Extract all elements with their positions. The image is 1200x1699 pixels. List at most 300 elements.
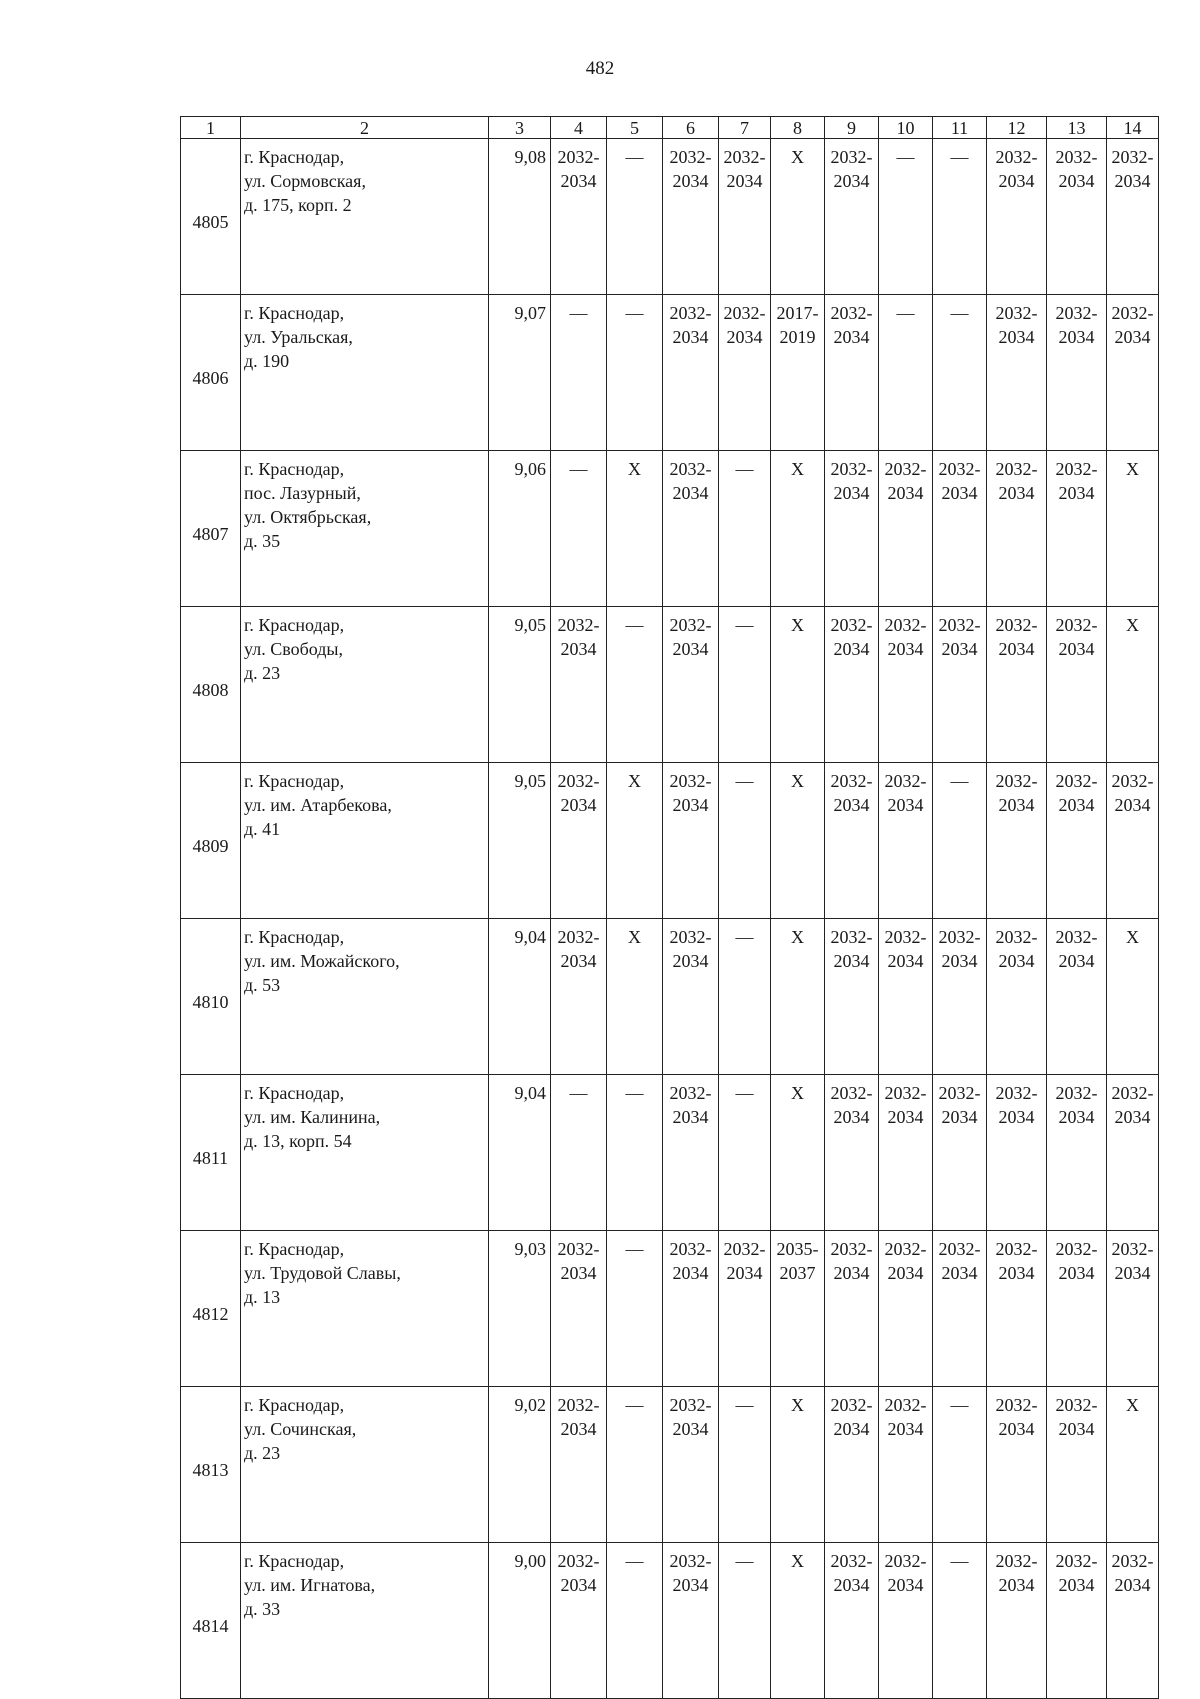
area-value: 9,08 (489, 139, 551, 295)
work-period-cell (1107, 607, 1159, 763)
work-period-value: — (625, 303, 644, 323)
work-period-value: 2032- 2034 (1111, 771, 1154, 815)
table-row (181, 1387, 1159, 1543)
column-number-2: 2 (241, 117, 489, 139)
work-period-value: 2017- 2019 (776, 303, 819, 347)
work-period-value: Х (628, 927, 641, 947)
work-period-cell (825, 763, 879, 919)
work-period-value: 2032- 2034 (995, 771, 1038, 815)
column-number-13: 13 (1047, 117, 1107, 139)
work-period-value: 2032- 2034 (884, 459, 927, 503)
work-period-cell (1107, 295, 1159, 451)
work-period-cell (933, 1387, 987, 1543)
work-period-value: 2032- 2034 (723, 303, 766, 347)
work-period-value: 2032- 2034 (830, 459, 873, 503)
work-period-cell (771, 919, 825, 1075)
address-line: д. 190 (244, 351, 290, 371)
work-period-value: 2032- 2034 (669, 927, 712, 971)
column-number-1: 1 (181, 117, 241, 139)
work-period-value: — (625, 615, 644, 635)
column-number-10: 10 (879, 117, 933, 139)
work-period-value: 2032- 2034 (1055, 615, 1098, 659)
column-number-4: 4 (551, 117, 607, 139)
work-period-cell (607, 451, 663, 607)
address-line: д. 13 (244, 1287, 281, 1307)
work-period-cell (879, 919, 933, 1075)
work-period-value: Х (791, 615, 804, 635)
work-period-cell (1047, 763, 1107, 919)
work-period-value: Х (791, 147, 804, 167)
work-period-cell (987, 295, 1047, 451)
work-period-value: 2032- 2034 (995, 927, 1038, 971)
work-period-cell (825, 451, 879, 607)
work-period-value: 2032- 2034 (995, 303, 1038, 347)
work-period-value: Х (791, 771, 804, 791)
table-row (181, 139, 1159, 295)
area-value: 9,05 (489, 607, 551, 763)
work-period-value: — (569, 1083, 588, 1103)
work-period-value: — (735, 1083, 754, 1103)
row-number: 4809 (181, 763, 241, 919)
work-period-cell (825, 1231, 879, 1387)
work-period-value: 2032- 2034 (995, 1083, 1038, 1127)
work-period-cell (1047, 1387, 1107, 1543)
work-period-value: 2032- 2034 (557, 147, 600, 191)
address-line: ул. Октябрьская, (244, 507, 372, 527)
work-period-value: 2032- 2034 (1111, 1551, 1154, 1595)
work-period-cell (879, 607, 933, 763)
work-period-value: 2032- 2034 (1055, 459, 1098, 503)
work-period-cell (987, 1387, 1047, 1543)
work-period-value: — (950, 1395, 969, 1415)
work-period-value: 2032- 2034 (884, 1239, 927, 1283)
work-period-cell (771, 1075, 825, 1231)
address-cell (241, 295, 489, 451)
work-period-value: — (735, 771, 754, 791)
address-line: ул. Уральская, (244, 327, 353, 347)
address-line: г. Краснодар, (244, 615, 345, 635)
work-period-value: 2032- 2034 (669, 615, 712, 659)
work-period-value: 2032- 2034 (669, 1551, 712, 1595)
address-line: ул. им. Можайского, (244, 951, 400, 971)
work-period-value: Х (791, 1551, 804, 1571)
work-period-cell (1107, 1231, 1159, 1387)
work-period-cell (825, 295, 879, 451)
work-period-cell (719, 1231, 771, 1387)
table-row (181, 1543, 1159, 1699)
work-period-value: 2032- 2034 (884, 615, 927, 659)
work-period-value: Х (1126, 927, 1139, 947)
work-period-cell (879, 1387, 933, 1543)
work-period-cell (663, 1387, 719, 1543)
work-period-cell (771, 451, 825, 607)
address-line: г. Краснодар, (244, 1395, 345, 1415)
work-period-cell (879, 1075, 933, 1231)
work-period-value: 2032- 2034 (1055, 147, 1098, 191)
address-line: д. 175, корп. 2 (244, 195, 352, 215)
address-line: г. Краснодар, (244, 1551, 345, 1571)
work-period-cell (1047, 1543, 1107, 1699)
work-period-value: 2032- 2034 (884, 1083, 927, 1127)
work-period-value: — (569, 459, 588, 479)
work-period-cell (1047, 607, 1107, 763)
work-period-cell (663, 919, 719, 1075)
work-period-value: 2032- 2034 (1111, 1239, 1154, 1283)
work-period-cell (607, 607, 663, 763)
work-period-cell (719, 763, 771, 919)
work-period-value: 2032- 2034 (938, 927, 981, 971)
row-number: 4812 (181, 1231, 241, 1387)
work-period-cell (987, 139, 1047, 295)
work-period-cell (879, 1543, 933, 1699)
address-line: ул. Свободы, (244, 639, 343, 659)
address-line: ул. им. Игнатова, (244, 1575, 376, 1595)
work-period-value: 2035- 2037 (776, 1239, 819, 1283)
work-period-cell (663, 139, 719, 295)
column-number-14: 14 (1107, 117, 1159, 139)
work-period-value: 2032- 2034 (995, 147, 1038, 191)
work-period-value: 2032- 2034 (938, 1239, 981, 1283)
row-number: 4811 (181, 1075, 241, 1231)
work-period-value: 2032- 2034 (1055, 1395, 1098, 1439)
work-period-value: 2032- 2034 (669, 1239, 712, 1283)
work-period-cell (551, 451, 607, 607)
work-period-value: 2032- 2034 (830, 1395, 873, 1439)
work-period-value: — (896, 303, 915, 323)
address-line: д. 23 (244, 663, 281, 683)
work-period-value: 2032- 2034 (830, 147, 873, 191)
work-period-cell (933, 763, 987, 919)
work-period-cell (879, 1231, 933, 1387)
work-period-value: 2032- 2034 (1055, 1239, 1098, 1283)
area-value: 9,02 (489, 1387, 551, 1543)
register-table (180, 116, 1159, 1699)
work-period-value: 2032- 2034 (669, 303, 712, 347)
address-cell (241, 763, 489, 919)
work-period-value: 2032- 2034 (1111, 303, 1154, 347)
work-period-cell (663, 295, 719, 451)
area-value: 9,03 (489, 1231, 551, 1387)
table-row (181, 1075, 1159, 1231)
work-period-cell (607, 763, 663, 919)
work-period-cell (825, 1075, 879, 1231)
address-line: г. Краснодар, (244, 459, 345, 479)
work-period-cell (607, 1543, 663, 1699)
work-period-value: — (735, 1551, 754, 1571)
work-period-value: — (569, 303, 588, 323)
work-period-cell (1047, 139, 1107, 295)
work-period-cell (825, 1543, 879, 1699)
area-value: 9,07 (489, 295, 551, 451)
work-period-cell (663, 1075, 719, 1231)
work-period-cell (551, 139, 607, 295)
work-period-value: 2032- 2034 (1055, 927, 1098, 971)
work-period-cell (933, 919, 987, 1075)
work-period-value: — (950, 771, 969, 791)
work-period-value: — (625, 1083, 644, 1103)
work-period-cell (771, 607, 825, 763)
address-cell (241, 1543, 489, 1699)
work-period-cell (719, 919, 771, 1075)
work-period-cell (1107, 763, 1159, 919)
work-period-cell (551, 607, 607, 763)
column-number-9: 9 (825, 117, 879, 139)
work-period-cell (551, 1387, 607, 1543)
area-value: 9,00 (489, 1543, 551, 1699)
work-period-cell (607, 919, 663, 1075)
row-number: 4807 (181, 451, 241, 607)
work-period-cell (1047, 295, 1107, 451)
work-period-value: Х (628, 771, 641, 791)
address-line: ул. им. Калинина, (244, 1107, 381, 1127)
work-period-value: 2032- 2034 (557, 927, 600, 971)
work-period-cell (551, 295, 607, 451)
address-cell (241, 1387, 489, 1543)
work-period-cell (933, 1075, 987, 1231)
work-period-cell (607, 1387, 663, 1543)
work-period-value: 2032- 2034 (995, 459, 1038, 503)
work-period-value: 2032- 2034 (830, 303, 873, 347)
work-period-value: Х (791, 927, 804, 947)
work-period-cell (1047, 1231, 1107, 1387)
work-period-value: 2032- 2034 (938, 615, 981, 659)
work-period-value: 2032- 2034 (557, 615, 600, 659)
address-line: д. 23 (244, 1443, 281, 1463)
work-period-value: — (625, 147, 644, 167)
work-period-cell (551, 763, 607, 919)
address-cell (241, 919, 489, 1075)
work-period-value: — (735, 1395, 754, 1415)
work-period-value: 2032- 2034 (830, 1083, 873, 1127)
work-period-value: 2032- 2034 (995, 1395, 1038, 1439)
row-number: 4814 (181, 1543, 241, 1699)
work-period-value: 2032- 2034 (723, 1239, 766, 1283)
row-number: 4806 (181, 295, 241, 451)
work-period-value: 2032- 2034 (995, 615, 1038, 659)
work-period-cell (771, 295, 825, 451)
work-period-value: 2032- 2034 (669, 147, 712, 191)
column-number-7: 7 (719, 117, 771, 139)
address-line: г. Краснодар, (244, 771, 345, 791)
work-period-value: — (950, 1551, 969, 1571)
row-number: 4808 (181, 607, 241, 763)
table-row (181, 451, 1159, 607)
work-period-value: 2032- 2034 (1111, 1083, 1154, 1127)
area-value: 9,04 (489, 919, 551, 1075)
work-period-cell (1047, 1075, 1107, 1231)
work-period-value: — (625, 1395, 644, 1415)
work-period-value: 2032- 2034 (830, 615, 873, 659)
work-period-cell (987, 1231, 1047, 1387)
work-period-cell (933, 451, 987, 607)
work-period-cell (879, 763, 933, 919)
address-line: г. Краснодар, (244, 1083, 345, 1103)
work-period-cell (719, 139, 771, 295)
address-line: д. 33 (244, 1599, 281, 1619)
column-number-5: 5 (607, 117, 663, 139)
work-period-value: 2032- 2034 (884, 1395, 927, 1439)
work-period-value: 2032- 2034 (995, 1551, 1038, 1595)
work-period-cell (719, 1387, 771, 1543)
table-row (181, 295, 1159, 451)
address-line: д. 35 (244, 531, 281, 551)
work-period-value: 2032- 2034 (557, 1239, 600, 1283)
table-row (181, 763, 1159, 919)
work-period-cell (719, 607, 771, 763)
work-period-value: — (735, 459, 754, 479)
work-period-value: 2032- 2034 (557, 1551, 600, 1595)
work-period-value: — (735, 927, 754, 947)
work-period-cell (879, 295, 933, 451)
work-period-cell (607, 1075, 663, 1231)
address-line: г. Краснодар, (244, 147, 345, 167)
work-period-value: Х (791, 1083, 804, 1103)
table-body (181, 117, 1159, 1699)
work-period-value: 2032- 2034 (1055, 1551, 1098, 1595)
work-period-value: 2032- 2034 (830, 771, 873, 815)
work-period-cell (987, 1543, 1047, 1699)
address-line: д. 41 (244, 819, 281, 839)
work-period-value: 2032- 2034 (995, 1239, 1038, 1283)
work-period-value: 2032- 2034 (669, 1395, 712, 1439)
work-period-cell (607, 295, 663, 451)
work-period-cell (825, 607, 879, 763)
work-period-value: Х (791, 459, 804, 479)
work-period-cell (933, 295, 987, 451)
area-value: 9,04 (489, 1075, 551, 1231)
work-period-cell (825, 139, 879, 295)
address-line: ул. Сочинская, (244, 1419, 357, 1439)
work-period-cell (607, 139, 663, 295)
work-period-value: 2032- 2034 (938, 1083, 981, 1127)
work-period-cell (1047, 451, 1107, 607)
address-line: пос. Лазурный, (244, 483, 361, 503)
address-cell (241, 1231, 489, 1387)
address-cell (241, 607, 489, 763)
column-number-12: 12 (987, 117, 1047, 139)
work-period-value: — (896, 147, 915, 167)
work-period-value: 2032- 2034 (830, 1239, 873, 1283)
work-period-value: Х (1126, 615, 1139, 635)
area-value: 9,05 (489, 763, 551, 919)
work-period-cell (1047, 919, 1107, 1075)
table-row (181, 919, 1159, 1075)
work-period-value: 2032- 2034 (723, 147, 766, 191)
column-number-11: 11 (933, 117, 987, 139)
address-line: д. 53 (244, 975, 281, 995)
address-line: д. 13, корп. 54 (244, 1131, 352, 1151)
work-period-value: — (625, 1551, 644, 1571)
column-number-3: 3 (489, 117, 551, 139)
work-period-cell (607, 1231, 663, 1387)
work-period-value: 2032- 2034 (1111, 147, 1154, 191)
address-line: г. Краснодар, (244, 303, 345, 323)
work-period-value: Х (628, 459, 641, 479)
work-period-cell (987, 919, 1047, 1075)
work-period-cell (879, 139, 933, 295)
work-period-value: Х (1126, 459, 1139, 479)
work-period-cell (551, 1543, 607, 1699)
work-period-cell (771, 1543, 825, 1699)
work-period-cell (1107, 1075, 1159, 1231)
page-number: 482 (585, 58, 615, 79)
work-period-value: 2032- 2034 (884, 927, 927, 971)
work-period-cell (719, 451, 771, 607)
work-period-cell (825, 1387, 879, 1543)
work-period-cell (933, 1543, 987, 1699)
work-period-cell (551, 1231, 607, 1387)
work-period-value: 2032- 2034 (557, 1395, 600, 1439)
area-value: 9,06 (489, 451, 551, 607)
work-period-cell (987, 451, 1047, 607)
work-period-value: — (735, 615, 754, 635)
work-period-cell (933, 139, 987, 295)
address-line: ул. им. Атарбекова, (244, 795, 392, 815)
work-period-cell (771, 1231, 825, 1387)
work-period-value: 2032- 2034 (1055, 1083, 1098, 1127)
column-number-8: 8 (771, 117, 825, 139)
work-period-cell (663, 763, 719, 919)
work-period-cell (719, 1543, 771, 1699)
work-period-cell (663, 607, 719, 763)
work-period-cell (1107, 1543, 1159, 1699)
work-period-value: 2032- 2034 (830, 927, 873, 971)
address-line: г. Краснодар, (244, 1239, 345, 1259)
table-row (181, 1231, 1159, 1387)
address-cell (241, 1075, 489, 1231)
work-period-value: 2032- 2034 (830, 1551, 873, 1595)
row-number: 4805 (181, 139, 241, 295)
work-period-cell (663, 451, 719, 607)
address-line: ул. Трудовой Славы, (244, 1263, 401, 1283)
work-period-cell (1107, 919, 1159, 1075)
address-line: ул. Сормовская, (244, 171, 366, 191)
column-number-row (181, 117, 1159, 139)
work-period-value: 2032- 2034 (669, 1083, 712, 1127)
work-period-cell (771, 763, 825, 919)
work-period-value: 2032- 2034 (884, 1551, 927, 1595)
work-period-cell (1107, 451, 1159, 607)
work-period-value: Х (1126, 1395, 1139, 1415)
address-cell (241, 139, 489, 295)
work-period-cell (987, 763, 1047, 919)
work-period-value: 2032- 2034 (938, 459, 981, 503)
work-period-cell (551, 1075, 607, 1231)
table-row (181, 607, 1159, 763)
address-cell (241, 451, 489, 607)
work-period-value: Х (791, 1395, 804, 1415)
work-period-cell (933, 607, 987, 763)
work-period-cell (933, 1231, 987, 1387)
work-period-cell (663, 1543, 719, 1699)
work-period-value: 2032- 2034 (884, 771, 927, 815)
work-period-cell (1107, 139, 1159, 295)
work-period-cell (987, 1075, 1047, 1231)
work-period-value: 2032- 2034 (669, 771, 712, 815)
work-period-cell (719, 1075, 771, 1231)
work-period-cell (825, 919, 879, 1075)
work-period-cell (551, 919, 607, 1075)
address-line: г. Краснодар, (244, 927, 345, 947)
work-period-value: 2032- 2034 (669, 459, 712, 503)
work-period-value: 2032- 2034 (557, 771, 600, 815)
work-period-cell (663, 1231, 719, 1387)
work-period-value: — (950, 303, 969, 323)
work-period-value: — (625, 1239, 644, 1259)
work-period-cell (719, 295, 771, 451)
work-period-value: 2032- 2034 (1055, 303, 1098, 347)
work-period-cell (987, 607, 1047, 763)
